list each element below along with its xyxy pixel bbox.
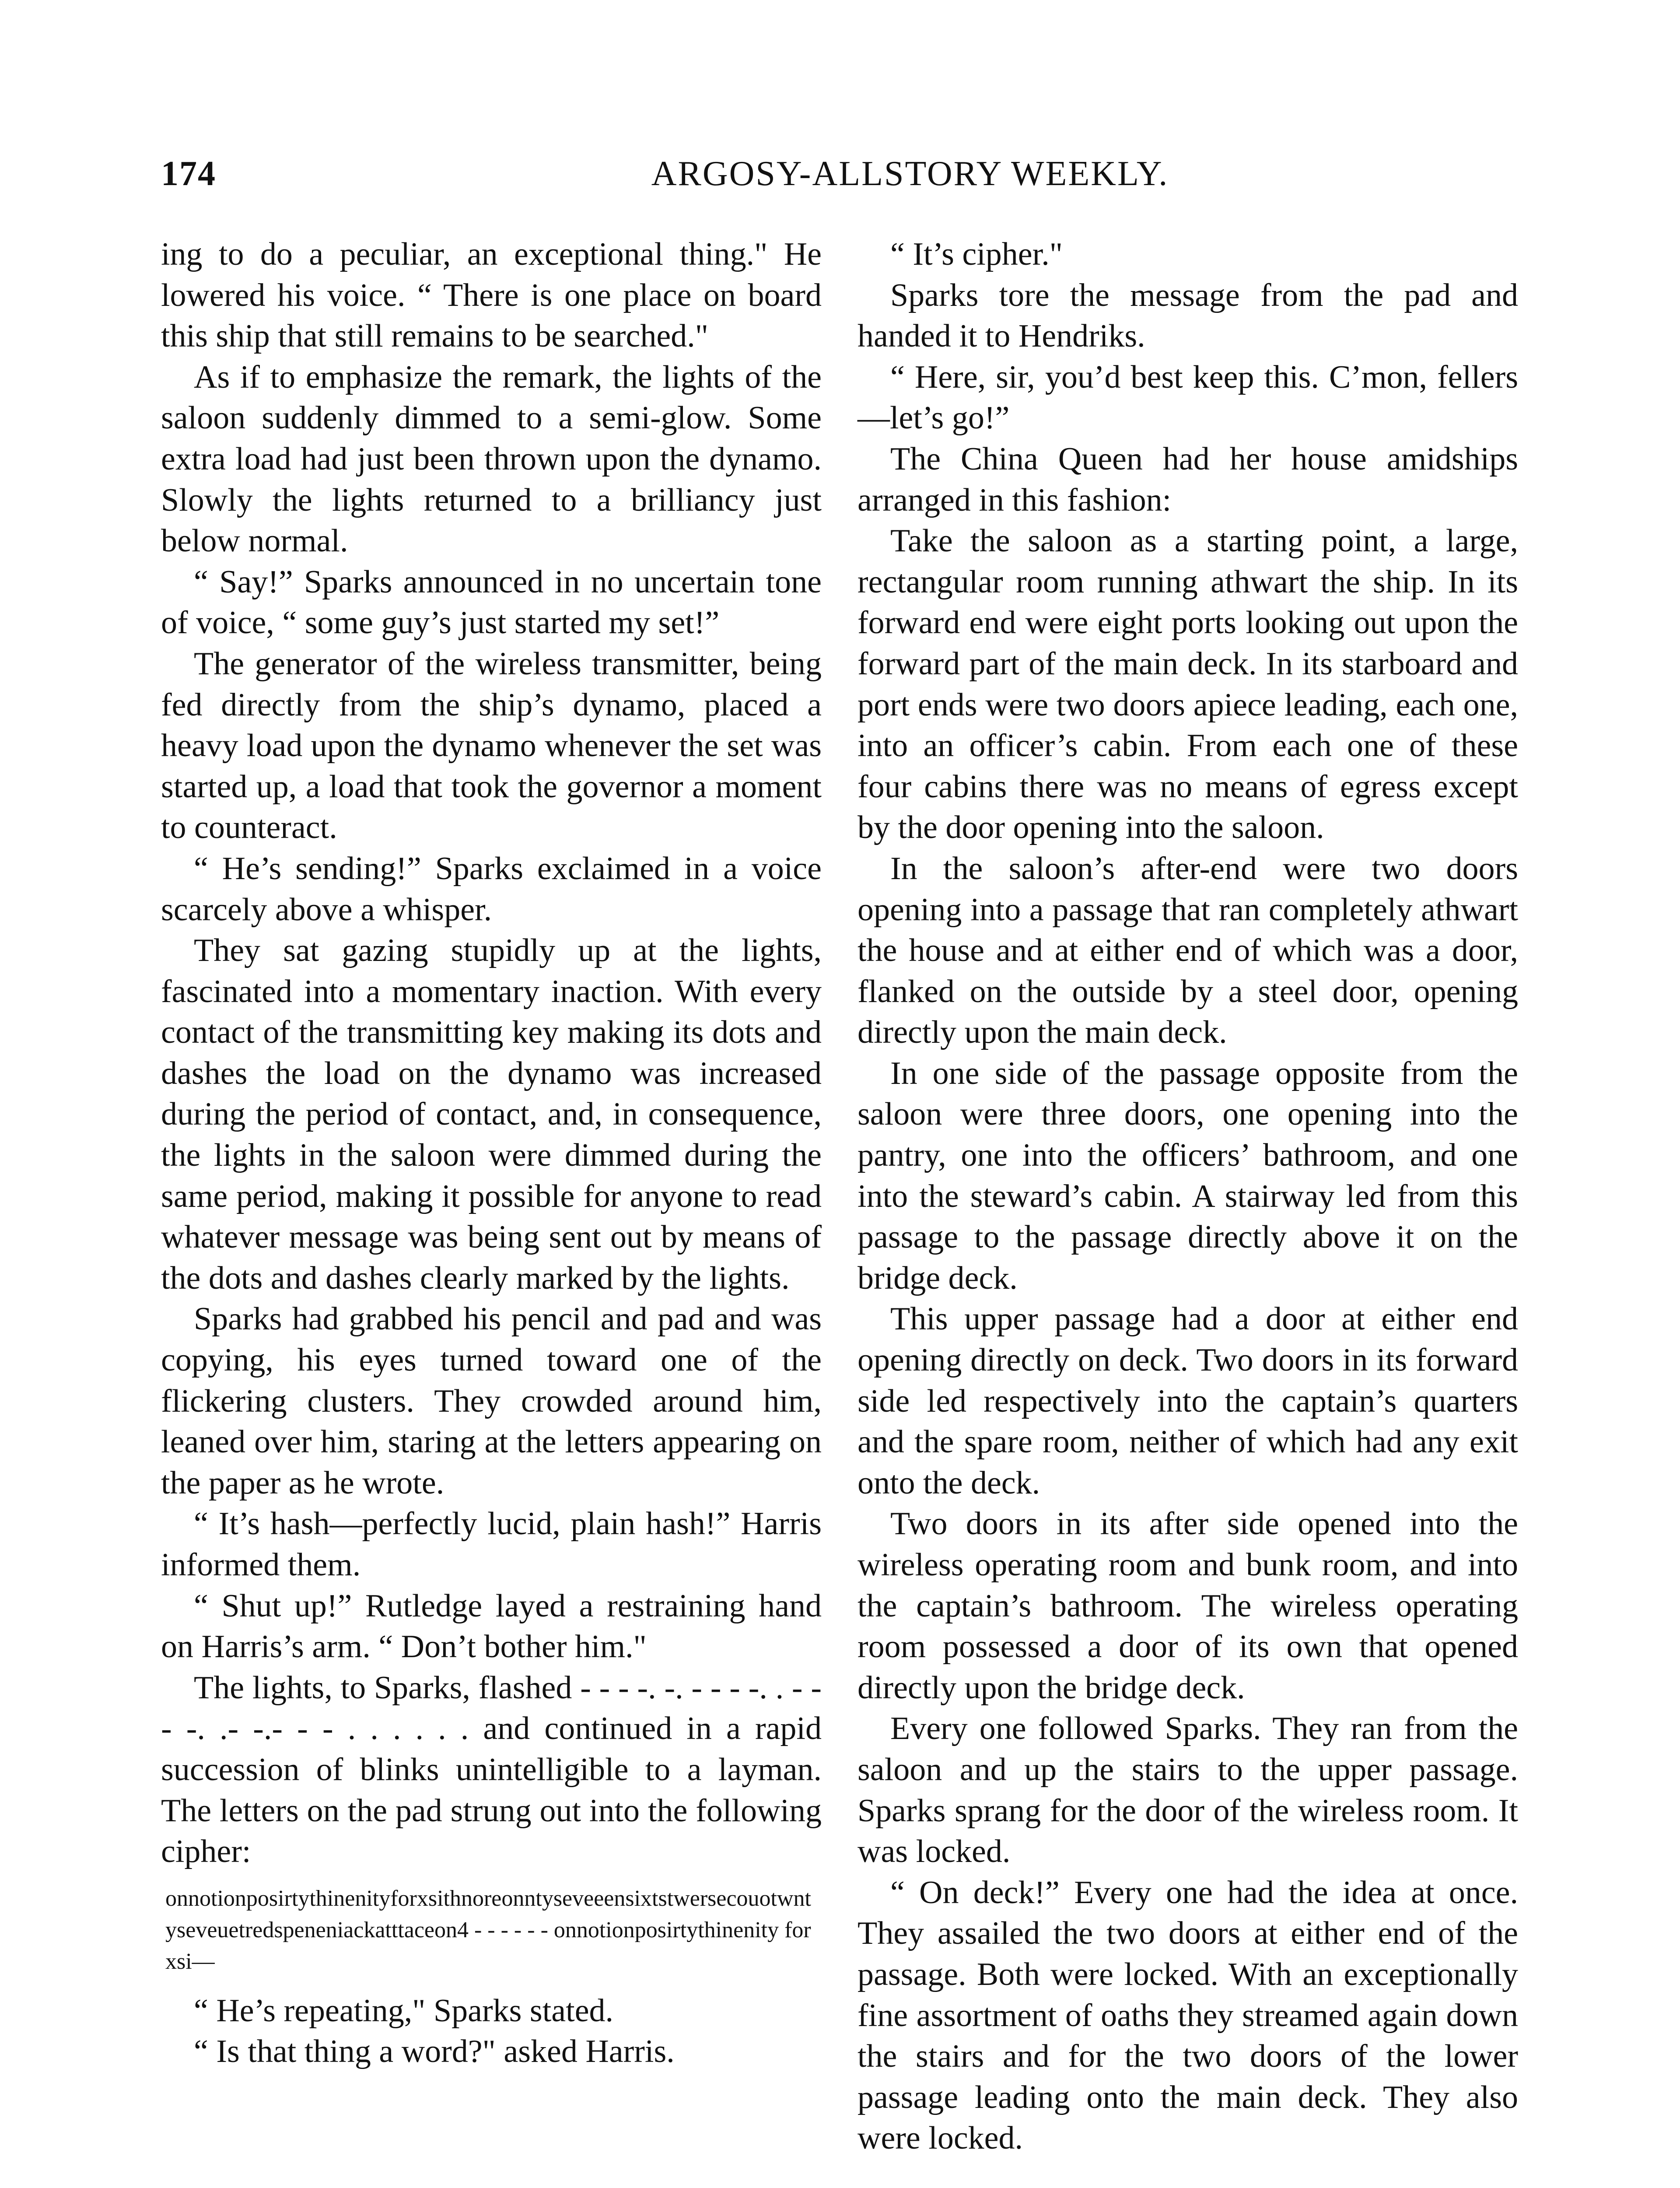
paragraph: “ He’s repeating," Sparks stated. [194, 1992, 614, 2029]
paragraph: The China Queen had her house amidships arranged in this fashion: [858, 441, 1518, 518]
cipher-text: onnotionposirtythinenityforxsithnoreonntyseveeensixtstwersecouotwntyseveuetredspeneniackatttaceon4 - - - - - - onnotionposirtythinenity forxsi— [165, 1886, 811, 1974]
paragraph: “ Say!” Sparks announced in no uncertain tone of voice, “ some guy’s just started my set!” [161, 564, 822, 641]
paragraph: “ Here, sir, you’d best keep this. C’mon, fellers—let’s go!” [858, 359, 1518, 436]
paragraph: “ Shut up!” Rutledge layed a restraining hand on Harris’s arm. “ Don’t bother him." [161, 1588, 822, 1665]
paragraph: As if to emphasize the remark, the lights of the saloon suddenly dimmed to a semi-glow. Some extra load had just been thrown upon the dynamo. Slowly the lights returned to a brilliancy just below normal. [161, 359, 822, 559]
paragraph: In the saloon’s after-end were two doors opening into a passage that ran completely athwart the house and at either end of which was a door, flanked on the outside by a steel door, opening directly upon the main deck. [858, 850, 1518, 1051]
paragraph: “ Is that thing a word?" asked Harris. [194, 2034, 675, 2070]
paragraph: This upper passage had a door at either end opening directly on deck. Two doors in its forward side led respectively into the captain’s quarters and the spare room, neither of which had any exit onto the deck. [858, 1301, 1518, 1501]
page-number: 174 [161, 154, 216, 193]
paragraph: “ It’s hash—perfectly lucid, plain hash!” Harris informed them. [161, 1506, 822, 1583]
paragraph: Every one followed Sparks. They ran from the saloon and up the stairs to the upper passage. Sparks sprang for the door of the wireless room. It was locked. [858, 1711, 1518, 1870]
left-column [161, 234, 822, 2072]
paragraph: Sparks had grabbed his pencil and pad and was copying, his eyes turned toward one of the flickering clusters. They crowded around him, leaned over him, staring at the letters appearing on the paper as he wrote. [161, 1301, 822, 1501]
paragraph: The lights, to Sparks, flashed - - - -. -. - - - -. . - - - -. .- -.- - - . . . . . . and continued in a rapid succession of blinks unintelligible to a layman. The letters on the pad strung out into the following cipher: [161, 1669, 822, 1870]
paragraph: “ On deck!” Every one had the idea at once. They assailed the two doors at either end of the passage. Both were locked. With an exceptionally fine assortment of oaths they streamed again down the stairs and for the two doors of the lower passage leading onto the main deck. They also were locked. [858, 1874, 1518, 2156]
paragraph: Sparks tore the message from the pad and handed it to Hendriks. [858, 277, 1518, 354]
paragraph: They sat gazing stupidly up at the lights, fascinated into a momentary inaction. With every contact of the transmitting key making its dots and dashes the load on the dynamo was increased during the period of contact, and, in consequence, the lights in the saloon were dimmed during the same period, making it possible for anyone to read whatever message was being sent out by means of the dots and dashes clearly marked by the lights. [161, 933, 822, 1296]
paragraph: “ He’s sending!” Sparks exclaimed in a voice scarcely above a whisper. [161, 850, 822, 928]
paragraph: Take the saloon as a starting point, a large, rectangular room running athwart the ship. In its forward end were eight ports looking out upon the forward part of the main deck. In its starboard and port ends were two doors apiece leading, each one, into an officer’s cabin. From each one of these four cabins there was no means of egress except by the door opening into the saloon. [858, 523, 1518, 846]
right-column [858, 234, 1518, 2159]
paragraph: ing to do a peculiar, an exceptional thing." He lowered his voice. “ There is one place on board this ship that still remains to be searched." [161, 236, 822, 354]
running-title: ARGOSY-ALLSTORY WEEKLY. [651, 154, 1169, 193]
paragraph: The generator of the wireless transmitter, being fed directly from the ship’s dynamo, placed a heavy load upon the dynamo whenever the set was started up, a load that took the governor a moment to counteract. [161, 645, 822, 846]
paragraph: In one side of the passage opposite from the saloon were three doors, one opening into the pantry, one into the officers’ bathroom, and one into the steward’s cabin. A stairway led from this passage to the passage directly above it on the bridge deck. [858, 1055, 1518, 1296]
paragraph: Two doors in its after side opened into the wireless operating room and bunk room, and into the captain’s bathroom. The wireless operating room possessed a door of its own that opened directly upon the bridge deck. [858, 1506, 1518, 1706]
paragraph: “ It’s cipher." [890, 236, 1063, 272]
